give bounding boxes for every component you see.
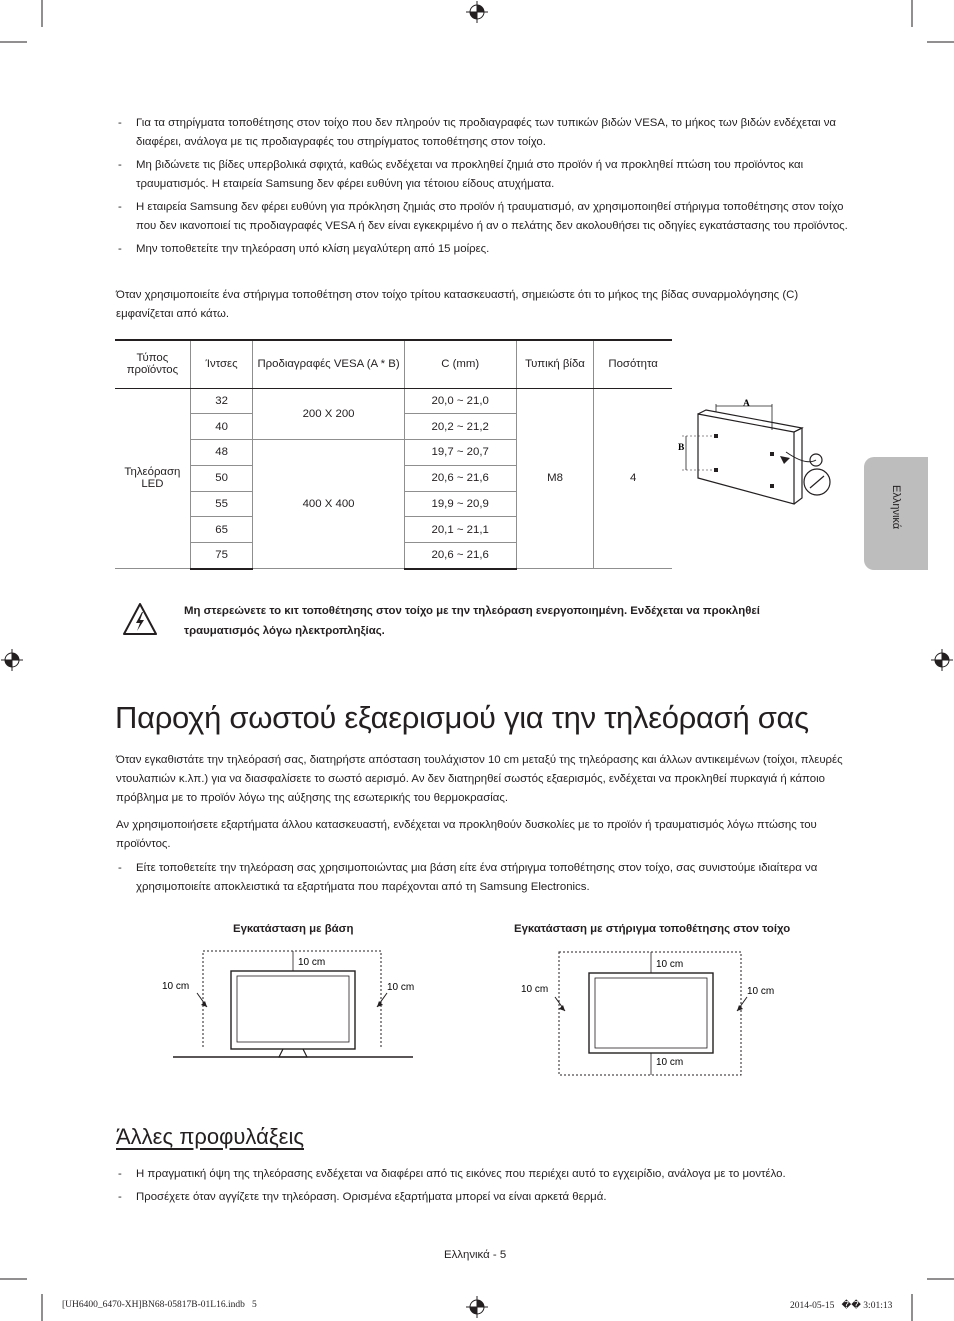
- table-header: Ποσότητα: [594, 340, 672, 388]
- table-header: Τύπος προϊόντος: [115, 340, 190, 388]
- product-type-cell: Τηλεόραση LED: [115, 388, 190, 569]
- list-item: - Προσέχετε όταν αγγίζετε την τηλεόραση. Ορισμένα εξαρτήματα μπορεί να είναι αρκετά θερμά.: [118, 1188, 848, 1207]
- dimension-b-label: B: [678, 443, 685, 453]
- vesa-cell: 400 X 400: [253, 440, 404, 569]
- inch-cell: 65: [190, 517, 253, 543]
- precautions-list: [118, 1165, 848, 1211]
- inch-cell: 50: [190, 465, 253, 491]
- inch-cell: 32: [190, 388, 253, 414]
- third-party-paragraph: Αν χρησιμοποιήσετε εξαρτήματα άλλου κατασκευαστή, ενδέχεται να προκληθούν δυσκολίες με το προϊόν ή τραυματισμός λόγω πτώσης του προϊόντος.: [116, 819, 817, 850]
- c-cell: 20,6 ~ 21,6: [404, 543, 516, 569]
- electric-shock-warning-icon: [122, 602, 158, 636]
- ventilation-paragraph: Όταν εγκαθιστάτε την τηλεόρασή σας, διατηρήστε απόσταση τουλάχιστον 10 cm μεταξύ της τηλεόρασης και άλλων αντικειμένων (τοίχοι, πλευρές ντουλαπιών κ.λπ.) για να διασφαλίσετε το σωστό αερισμό. Αν δεν διατηρηθεί σωστός εξαερισμός, ενδέχεται να προκληθεί πυρκαγιά ή κάποιο πρόβλημα με το προϊόν λόγω της αύξησης της εσωτερικής του θερμοκρασίας.: [116, 754, 843, 804]
- vesa-spec-table: [115, 339, 672, 570]
- language-tab-label: Ελληνικά: [890, 485, 902, 530]
- list-item: - Μη βιδώνετε τις βίδες υπερβολικά σφιχτά, καθώς ενδέχεται να προκληθεί ζημιά στο προϊόν ή να προκληθεί πτώση του προϊόντος και τραυματισμός. Η εταιρεία Samsung δεν φέρει ευθύνη για τέτοιου είδους ατυχήματα.: [118, 156, 848, 194]
- language-side-tab: [864, 457, 928, 570]
- wall-installation-diagram: [515, 945, 795, 1080]
- stand-right-clearance: 10 cm: [387, 982, 415, 993]
- table-header: Τυπική βίδα: [516, 340, 594, 388]
- quantity-cell: 4: [594, 388, 672, 569]
- warning-text: Μη στερεώνετε το κιτ τοποθέτησης στον τοίχο με την τηλεόραση ενεργοποιημένη. Ενδέχεται να προκληθεί τραυματισμός λόγω ηλεκτροπληξίας.: [184, 605, 760, 637]
- table-intro-text: Όταν χρησιμοποιείτε ένα στήριγμα τοποθέτηση στον τοίχο τρίτου κατασκευαστή, σημειώστε ότι το μήκος της βίδας συναρμολόγησης (C) εμφανίζεται από κάτω.: [116, 289, 799, 320]
- wall-bottom-clearance: 10 cm: [656, 1057, 684, 1068]
- c-cell: 20,1 ~ 21,1: [404, 517, 516, 543]
- list-item: - Μην τοποθετείτε την τηλεόραση υπό κλίση μεγαλύτερη από 15 μοίρες.: [118, 240, 848, 259]
- vesa-cell: 200 X 200: [253, 388, 404, 440]
- screw-cell: M8: [516, 388, 594, 569]
- page-number: Ελληνικά - 5: [444, 1249, 507, 1261]
- c-cell: 19,9 ~ 20,9: [404, 491, 516, 517]
- list-item: - Η εταιρεία Samsung δεν φέρει ευθύνη για πρόκληση ζημιάς στο προϊόν ή τραυματισμό, αν χρησιμοποιηθεί στήριγμα τοποθέτησης στον τοίχο που δεν ικανοποιεί τις προδιαγραφές VESA ή δεν είναι εγκεκριμένο ή αν ο πελάτης δεν ακολουθήσει τις οδηγίες εγκατάστασης του προϊόντος.: [118, 198, 848, 236]
- table-header: C (mm): [404, 340, 516, 388]
- stand-top-clearance: 10 cm: [298, 957, 326, 968]
- inch-cell: 48: [190, 440, 253, 466]
- c-cell: 19,7 ~ 20,7: [404, 440, 516, 466]
- inch-cell: 75: [190, 543, 253, 569]
- wall-top-clearance: 10 cm: [656, 959, 684, 970]
- print-file-label: [UH6400_6470-XH]BN68-05817B-01L16.indb 5: [62, 1300, 257, 1310]
- stand-left-clearance: 10 cm: [162, 981, 190, 992]
- inch-cell: 55: [190, 491, 253, 517]
- stand-installation-diagram: [155, 945, 425, 1075]
- dimension-a-label: A: [743, 399, 750, 409]
- wall-diagram-title: Εγκατάσταση με στήριγμα τοποθέτησης στον τοίχο: [514, 923, 791, 935]
- vesa-notes-list: [118, 114, 848, 263]
- page-title: Παροχή σωστού εξαερισμού για την τηλεόρασή σας: [115, 700, 809, 735]
- stand-diagram-title: Εγκατάσταση με βάση: [233, 923, 354, 935]
- list-item: - Είτε τοποθετείτε την τηλεόραση σας χρησιμοποιώντας μια βάση είτε ένα στήριγμα τοποθέτησης στον τοίχο, σας συνιστούμε ιδιαίτερα να χρησιμοποιείτε αποκλειστικά τα εξαρτήματα που παρέχονται από τη Samsung Electronics.: [118, 859, 848, 897]
- wall-right-clearance: 10 cm: [747, 986, 775, 997]
- section-heading: Άλλες προφυλάξεις: [116, 1124, 304, 1149]
- wall-left-clearance: 10 cm: [521, 984, 549, 995]
- ventilation-notes-list: [118, 859, 848, 901]
- print-timestamp: 2014-05-15 �� 3:01:13: [790, 1301, 893, 1311]
- list-item: - Για τα στηρίγματα τοποθέτησης στον τοίχο που δεν πληρούν τις προδιαγραφές των τυπικών βιδών VESA, το μήκος των βιδών ενδέχεται να διαφέρει, ανάλογα με τις προδιαγραφές του στηρίγματος τοποθέτησης στον τοίχο.: [118, 114, 848, 152]
- c-cell: 20,2 ~ 21,2: [404, 414, 516, 440]
- table-header: Ίντσες: [190, 340, 253, 388]
- c-cell: 20,6 ~ 21,6: [404, 465, 516, 491]
- wall-mount-illustration: [676, 392, 836, 512]
- inch-cell: 40: [190, 414, 253, 440]
- table-header: Προδιαγραφές VESA (A * B): [253, 340, 404, 388]
- list-item: - Η πραγματική όψη της τηλεόρασης ενδέχεται να διαφέρει από τις εικόνες που περιέχει αυτό το εγχειρίδιο, ανάλογα με το μοντέλο.: [118, 1165, 848, 1184]
- c-cell: 20,0 ~ 21,0: [404, 388, 516, 414]
